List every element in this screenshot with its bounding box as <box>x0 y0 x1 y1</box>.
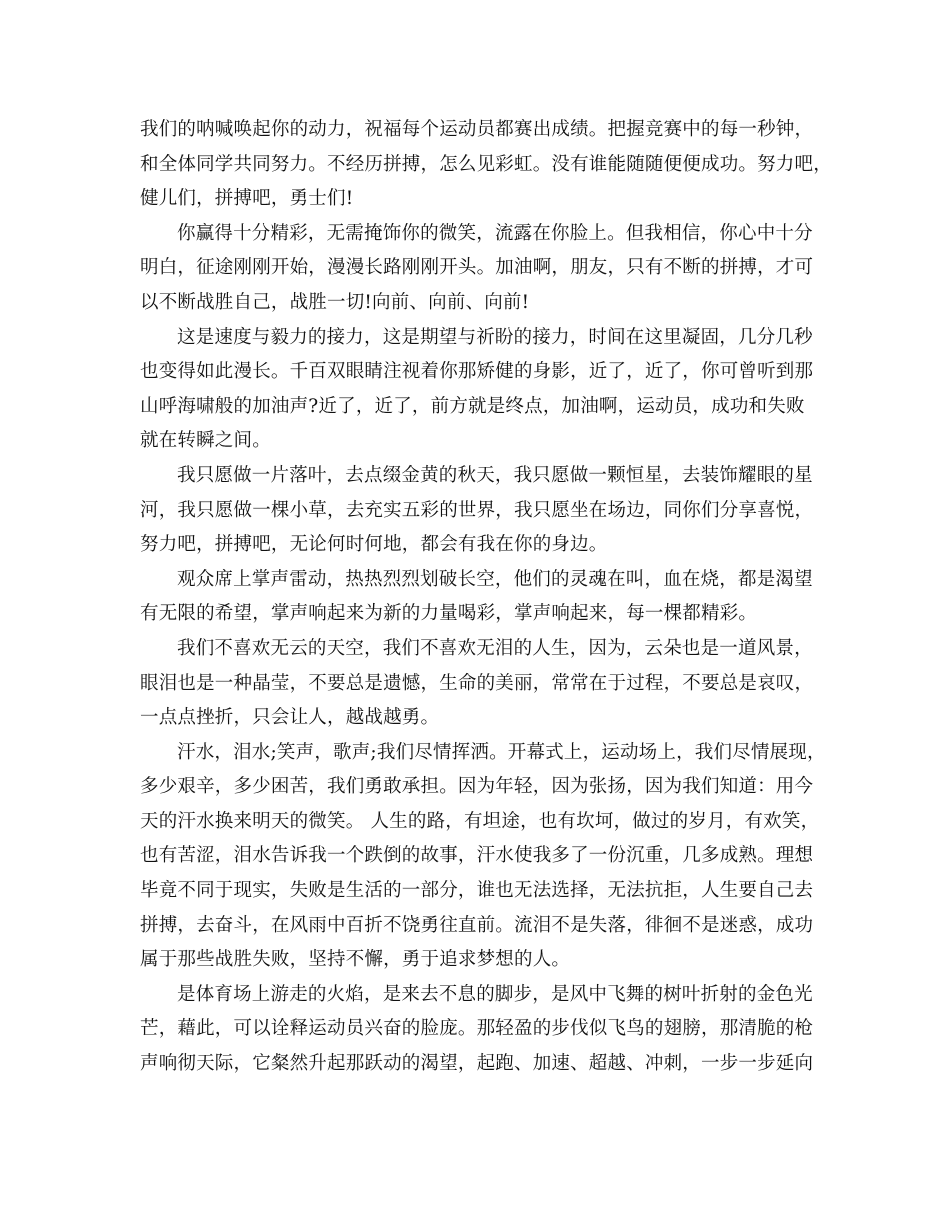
text-line: 天的汗水换来明天的微笑。 人生的路，有坦途，也有坎坷，做过的岁月，有欢笑， <box>140 810 820 832</box>
text-line: 也有苦涩，泪水告诉我一个跌倒的故事，汗水使我多了一份沉重，几多成熟。理想 <box>140 845 814 867</box>
text-line: 就在转瞬之间。 <box>140 430 271 452</box>
paragraph-first-line: 我只愿做一片落叶，去点缀金黄的秋天，我只愿做一颗恒星，去装饰耀眼的星 <box>177 464 813 486</box>
text-line: 健儿们，拼搏吧，勇士们! <box>140 188 354 210</box>
paragraph-first-line: 是体育场上游走的火焰，是来去不息的脚步，是风中飞舞的树叶折射的金色光 <box>177 983 813 1005</box>
paragraph-first-line: 观众席上掌声雷动，热热烈烈划破长空，他们的灵魂在叫，血在烧，都是渴望 <box>177 568 813 590</box>
text-line: 和全体同学共同努力。不经历拼搏，怎么见彩虹。没有谁能随随便便成功。努力吧， <box>140 153 832 175</box>
text-line: 以不断战胜自己，战胜一切!向前、向前、向前! <box>140 291 530 313</box>
text-line: 芒，藉此，可以诠释运动员兴奋的脸庞。那轻盈的步伐似飞鸟的翅膀，那清脆的枪 <box>140 1018 814 1040</box>
text-line: 山呼海啸般的加油声?近了，近了，前方就是终点，加油啊，运动员，成功和失败 <box>140 395 805 417</box>
text-line: 毕竟不同于现实，失败是生活的一部分，谁也无法选择，无法抗拒，人生要自己去 <box>140 880 814 902</box>
text-line: 明白，征途刚刚开始，漫漫长路刚刚开头。加油啊，朋友，只有不断的拼搏，才可 <box>140 257 814 279</box>
text-line: 多少艰辛，多少困苦，我们勇敢承担。因为年轻，因为张扬，因为我们知道：用今 <box>140 776 814 798</box>
text-line: 努力吧，拼搏吧，无论何时何地，都会有我在你的身边。 <box>140 534 608 556</box>
text-line: 声响彻天际，它粲然升起那跃动的渴望，起跑、加速、超越、冲刺，一步一步延向 <box>140 1053 814 1075</box>
document-body <box>140 113 830 1082</box>
paragraph-first-line: 我们不喜欢无云的天空，我们不喜欢无泪的人生，因为，云朵也是一道风景， <box>177 637 813 659</box>
paragraph-first-line: 你赢得十分精彩，无需掩饰你的微笑，流露在你脸上。但我相信，你心中十分 <box>177 222 813 244</box>
text-line: 河，我只愿做一棵小草，去充实五彩的世界，我只愿坐在场边，同你们分享喜悦， <box>140 499 814 521</box>
text-line: 一点点挫折，只会让人，越战越勇。 <box>140 707 440 729</box>
text-line: 眼泪也是一种晶莹，不要总是遗憾，生命的美丽，常常在于过程，不要总是哀叹， <box>140 672 814 694</box>
text-line: 我们的呐喊唤起你的动力，祝福每个运动员都赛出成绩。把握竞赛中的每一秒钟， <box>140 119 814 140</box>
paragraph-first-line: 汗水，泪水;笑声，歌声;我们尽情挥洒。开幕式上，运动场上，我们尽情展现， <box>177 741 826 763</box>
text-line: 也变得如此漫长。千百双眼睛注视着你那矫健的身影，近了，近了，你可曾听到那 <box>140 361 814 383</box>
paragraph-first-line: 这是速度与毅力的接力，这是期望与祈盼的接力，时间在这里凝固，几分几秒 <box>177 326 813 348</box>
text-line: 拼搏，去奋斗，在风雨中百折不饶勇往直前。流泪不是失落，徘徊不是迷惑，成功 <box>140 914 814 936</box>
text-line: 属于那些战胜失败，坚持不懈，勇于追求梦想的人。 <box>140 949 571 971</box>
text-line: 有无限的希望，掌声响起来为新的力量喝彩，掌声响起来，每一棵都精彩。 <box>140 603 758 625</box>
